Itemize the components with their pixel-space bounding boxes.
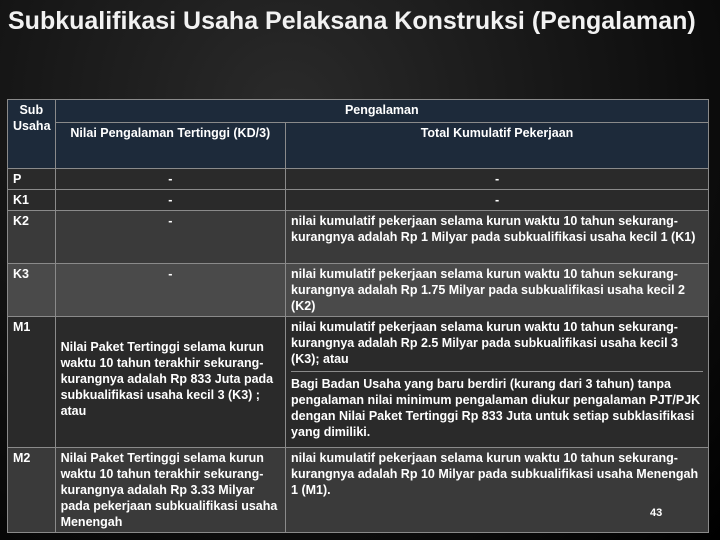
row-code: M2 [8, 448, 56, 533]
header-nilai: Nilai Pengalaman Tertinggi (KD/3) [55, 122, 285, 168]
row-nilai: Nilai Paket Tertinggi selama kurun waktu 10 tahun terakhir sekurang-kurangnya adalah Rp 3.33 Milyar pada pekerjaan subkualifikasi usaha Menengah [55, 448, 285, 533]
header-sub-usaha: Sub Usaha [8, 100, 56, 169]
table-row [8, 317, 709, 448]
header-total: Total Kumulatif Pekerjaan [286, 122, 709, 168]
table-row [8, 169, 709, 190]
row-total: nilai kumulatif pekerjaan selama kurun waktu 10 tahun sekurang-kurangnya adalah Rp 2.5 Milyar pada subkualifikasi usaha kecil 3 (K3); atau [291, 319, 703, 372]
row-code: K2 [8, 211, 56, 264]
header-row-top [8, 100, 709, 123]
row-total: nilai kumulatif pekerjaan selama kurun waktu 10 tahun sekurang-kurangnya adalah Rp 1.75 Milyar pada subkualifikasi usaha kecil 2 (K2) [286, 264, 709, 317]
row-code: M1 [8, 317, 56, 448]
row-code: K3 [8, 264, 56, 317]
row-code: K1 [8, 190, 56, 211]
header-pengalaman: Pengalaman [55, 100, 708, 123]
row-nilai: - [55, 211, 285, 264]
row-nilai: - [55, 169, 285, 190]
table-row [8, 190, 709, 211]
row-total: nilai kumulatif pekerjaan selama kurun waktu 10 tahun sekurang-kurangnya adalah Rp 10 Milyar pada subkualifikasi usaha Menengah 1 (M1). [286, 448, 709, 533]
page-number: 43 [650, 507, 663, 519]
row-total: - [286, 169, 709, 190]
row-total: nilai kumulatif pekerjaan selama kurun waktu 10 tahun sekurang-kurangnya adalah Rp 1 Milyar pada subkualifikasi usaha kecil 1 (K1) [286, 211, 709, 264]
table-row [8, 211, 709, 264]
slide-title: Subkualifikasi Usaha Pelaksana Konstruksi (Pengalaman) [8, 7, 696, 35]
row-total-extra: Bagi Badan Usaha yang baru berdiri (kurang dari 3 tahun) tanpa pengalaman nilai minimum pengalaman diukur pengalaman PJT/PJK dengan Nilai Paket Tertinggi Rp 833 Juta untuk setiap subklasifikasi yang dimiliki. [291, 377, 701, 439]
header-row-sub [8, 122, 709, 168]
row-total-cell [286, 317, 709, 448]
row-total: - [286, 190, 709, 211]
table-row [8, 264, 709, 317]
row-nilai: - [55, 190, 285, 211]
row-code: P [8, 169, 56, 190]
experience-table [7, 99, 709, 533]
row-nilai: - [55, 264, 285, 317]
table-row [8, 448, 709, 533]
row-nilai: Nilai Paket Tertinggi selama kurun waktu 10 tahun terakhir sekurang-kurangnya adalah Rp 833 Juta pada subkualifikasi usaha kecil 3 (K3) ; atau [55, 317, 285, 448]
